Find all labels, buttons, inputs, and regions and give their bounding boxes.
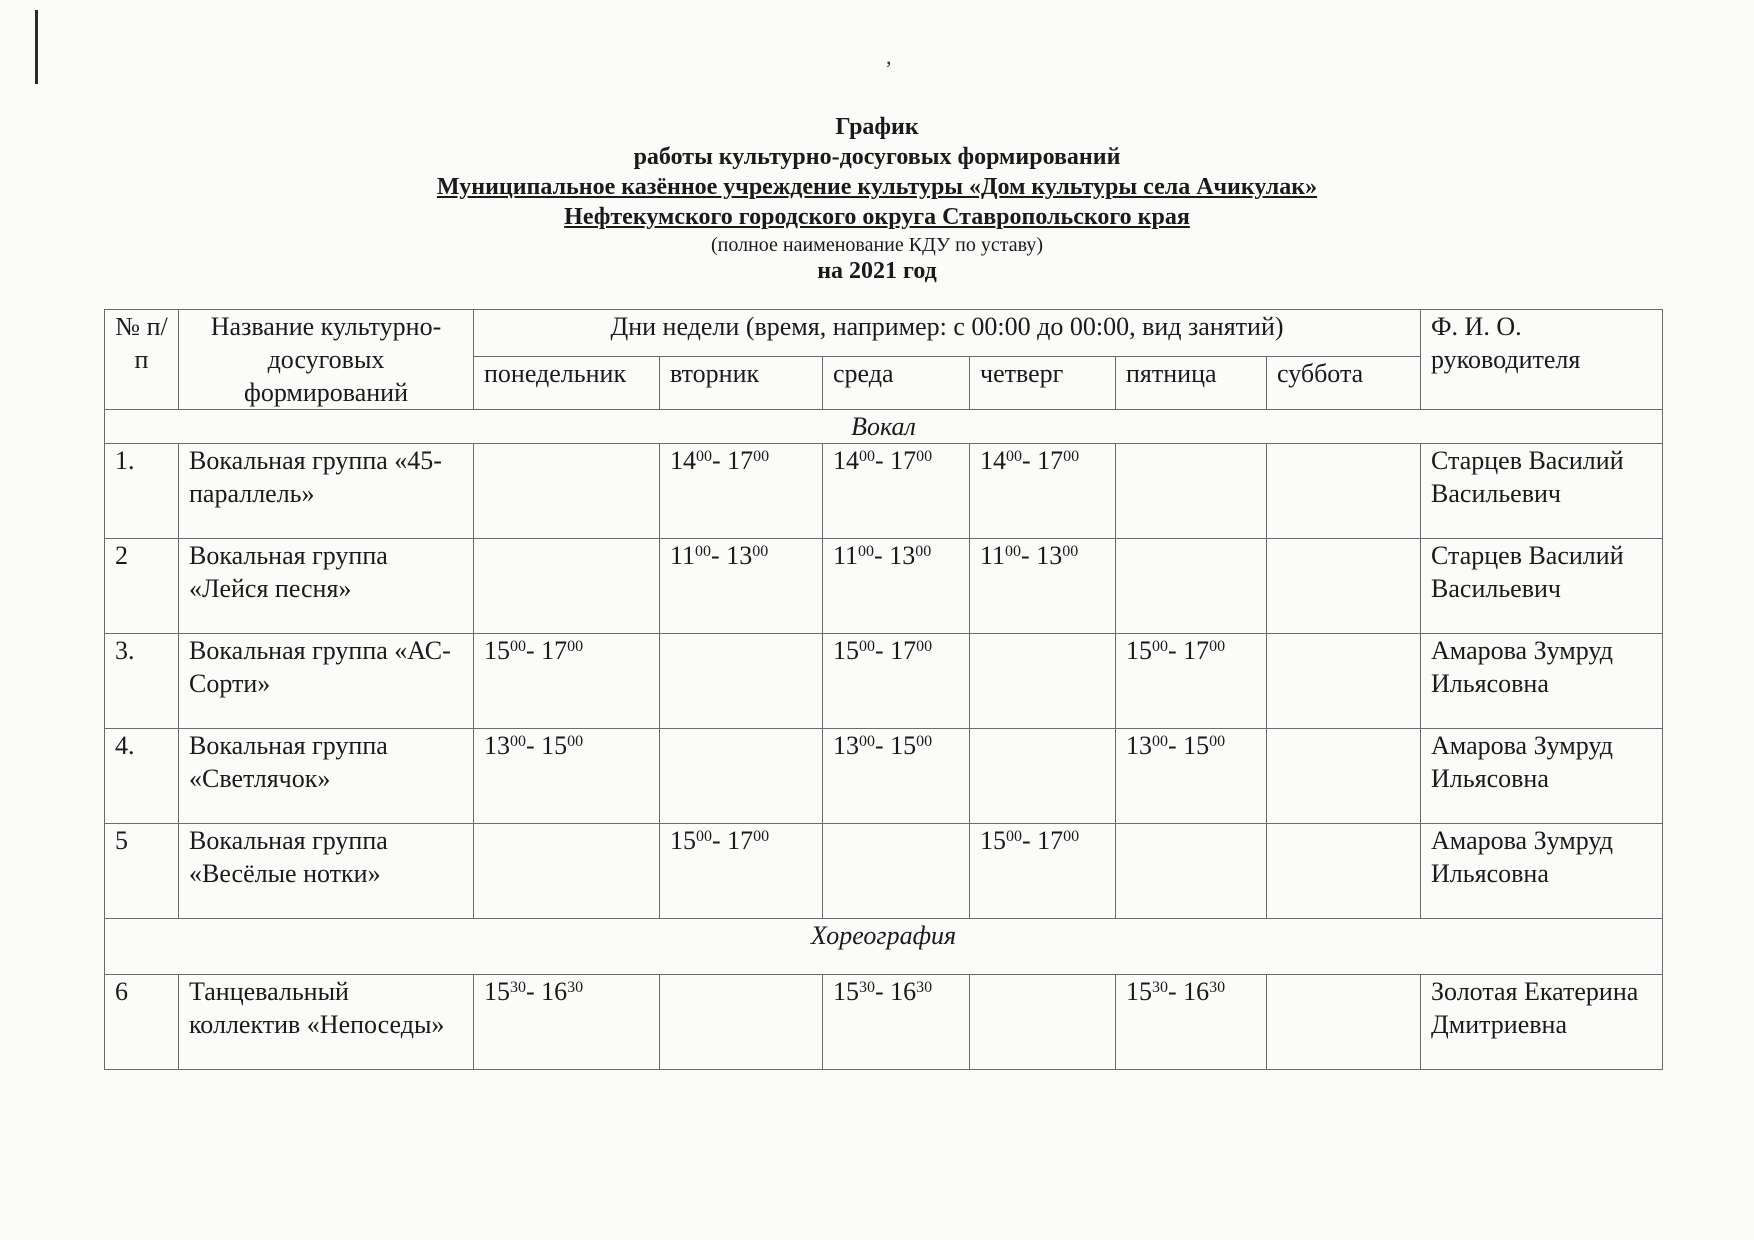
group-name: Вокальная группа «Светлячок» xyxy=(179,729,474,824)
document-subtitle: работы культурно-досуговых формирований xyxy=(633,144,1121,170)
group-name: Танцевальный коллектив «Непоседы» xyxy=(179,975,474,1070)
schedule-cell-wed: $15^{00}-$ $17^{00}$ xyxy=(823,634,970,729)
schedule-cell-thu xyxy=(970,975,1116,1070)
column-header-name: Название культурно-досуговых формирований xyxy=(179,310,474,410)
group-name: Вокальная группа «АС-Сорти» xyxy=(179,634,474,729)
schedule-cell-thu: $11^{00}-$ $13^{00}$ xyxy=(970,539,1116,634)
schedule-cell-fri xyxy=(1116,824,1267,919)
table-row xyxy=(105,975,1663,1070)
schedule-table xyxy=(104,309,1663,1070)
row-number: 2 xyxy=(105,539,179,634)
table-row xyxy=(105,729,1663,824)
leader-name: Старцев Василий Васильевич xyxy=(1421,444,1663,539)
column-header-leader: Ф. И. О. руководителя xyxy=(1421,310,1663,410)
column-header-days: Дни недели (время, например: с 00:00 до 00:00, вид занятий) xyxy=(474,310,1421,357)
schedule-cell-thu: $15^{00}-$ $17^{00}$ xyxy=(970,824,1116,919)
schedule-cell-wed xyxy=(823,824,970,919)
group-name: Вокальная группа «Лейся песня» xyxy=(179,539,474,634)
schedule-cell-tue: $14^{00}-$ $17^{00}$ xyxy=(660,444,823,539)
schedule-cell-tue xyxy=(660,634,823,729)
schedule-cell-wed: $11^{00}-$ $13^{00}$ xyxy=(823,539,970,634)
day-header-saturday: суббота xyxy=(1267,357,1421,410)
row-number: 1. xyxy=(105,444,179,539)
schedule-cell-wed: $14^{00}-$ $17^{00}$ xyxy=(823,444,970,539)
schedule-cell-sat xyxy=(1267,729,1421,824)
schedule-cell-tue xyxy=(660,975,823,1070)
day-header-thursday: четверг xyxy=(970,357,1116,410)
section-row xyxy=(105,919,1663,975)
schedule-cell-thu: $14^{00}-$ $17^{00}$ xyxy=(970,444,1116,539)
table-row xyxy=(105,539,1663,634)
day-header-wednesday: среда xyxy=(823,357,970,410)
schedule-cell-mon: $15^{30}-$ $16^{30}$ xyxy=(474,975,660,1070)
schedule-cell-mon: $15^{00}-$ $17^{00}$ xyxy=(474,634,660,729)
schedule-cell-tue: $15^{00}-$ $17^{00}$ xyxy=(660,824,823,919)
schedule-cell-mon xyxy=(474,444,660,539)
schedule-cell-mon: $13^{00}-$ $15^{00}$ xyxy=(474,729,660,824)
row-number: 6 xyxy=(105,975,179,1070)
row-number: 3. xyxy=(105,634,179,729)
leader-name: Старцев Василий Васильевич xyxy=(1421,539,1663,634)
scan-artifact: , xyxy=(886,44,892,69)
schedule-cell-sat xyxy=(1267,444,1421,539)
day-header-monday: понедельник xyxy=(474,357,660,410)
schedule-cell-thu xyxy=(970,634,1116,729)
schedule-cell-mon xyxy=(474,824,660,919)
schedule-cell-fri xyxy=(1116,444,1267,539)
document-title: График xyxy=(835,114,919,140)
row-number: 4. xyxy=(105,729,179,824)
table-header-row xyxy=(105,310,1663,357)
schedule-cell-sat xyxy=(1267,539,1421,634)
organization-note: (полное наименование КДУ по уставу) xyxy=(710,234,1043,256)
leader-name: Амарова Зумруд Ильясовна xyxy=(1421,824,1663,919)
schedule-cell-fri: $13^{00}-$ $15^{00}$ xyxy=(1116,729,1267,824)
schedule-cell-fri: $15^{30}-$ $16^{30}$ xyxy=(1116,975,1267,1070)
table-row xyxy=(105,634,1663,729)
day-header-friday: пятница xyxy=(1116,357,1267,410)
schedule-cell-mon xyxy=(474,539,660,634)
schedule-cell-tue: $11^{00}-$ $13^{00}$ xyxy=(660,539,823,634)
schedule-cell-sat xyxy=(1267,975,1421,1070)
leader-name: Амарова Зумруд Ильясовна xyxy=(1421,634,1663,729)
schedule-cell-thu xyxy=(970,729,1116,824)
schedule-cell-sat xyxy=(1267,824,1421,919)
organization-name-line1: Муниципальное казённое учреждение культуры «Дом культуры села Ачикулак» xyxy=(436,174,1318,200)
schedule-cell-wed: $15^{30}-$ $16^{30}$ xyxy=(823,975,970,1070)
schedule-cell-tue xyxy=(660,729,823,824)
document-header xyxy=(0,112,1754,284)
section-row xyxy=(105,410,1663,444)
column-header-number: № п/п xyxy=(105,310,179,410)
day-header-tuesday: вторник xyxy=(660,357,823,410)
group-name: Вокальная группа «Весёлые нотки» xyxy=(179,824,474,919)
scan-edge-mark xyxy=(35,10,38,84)
group-name: Вокальная группа «45-параллель» xyxy=(179,444,474,539)
schedule-cell-fri: $15^{00}-$ $17^{00}$ xyxy=(1116,634,1267,729)
section-title: Вокал xyxy=(105,410,1663,444)
schedule-cell-fri xyxy=(1116,539,1267,634)
table-body xyxy=(105,410,1663,1070)
schedule-cell-wed: $13^{00}-$ $15^{00}$ xyxy=(823,729,970,824)
row-number: 5 xyxy=(105,824,179,919)
leader-name: Золотая Екатерина Дмитриевна xyxy=(1421,975,1663,1070)
schedule-cell-sat xyxy=(1267,634,1421,729)
leader-name: Амарова Зумруд Ильясовна xyxy=(1421,729,1663,824)
section-title: Хореография xyxy=(105,919,1663,975)
table-row xyxy=(105,824,1663,919)
table-row xyxy=(105,444,1663,539)
schedule-year: на 2021 год xyxy=(817,258,937,284)
organization-name-line2: Нефтекумского городского округа Ставропольского края xyxy=(564,204,1190,230)
